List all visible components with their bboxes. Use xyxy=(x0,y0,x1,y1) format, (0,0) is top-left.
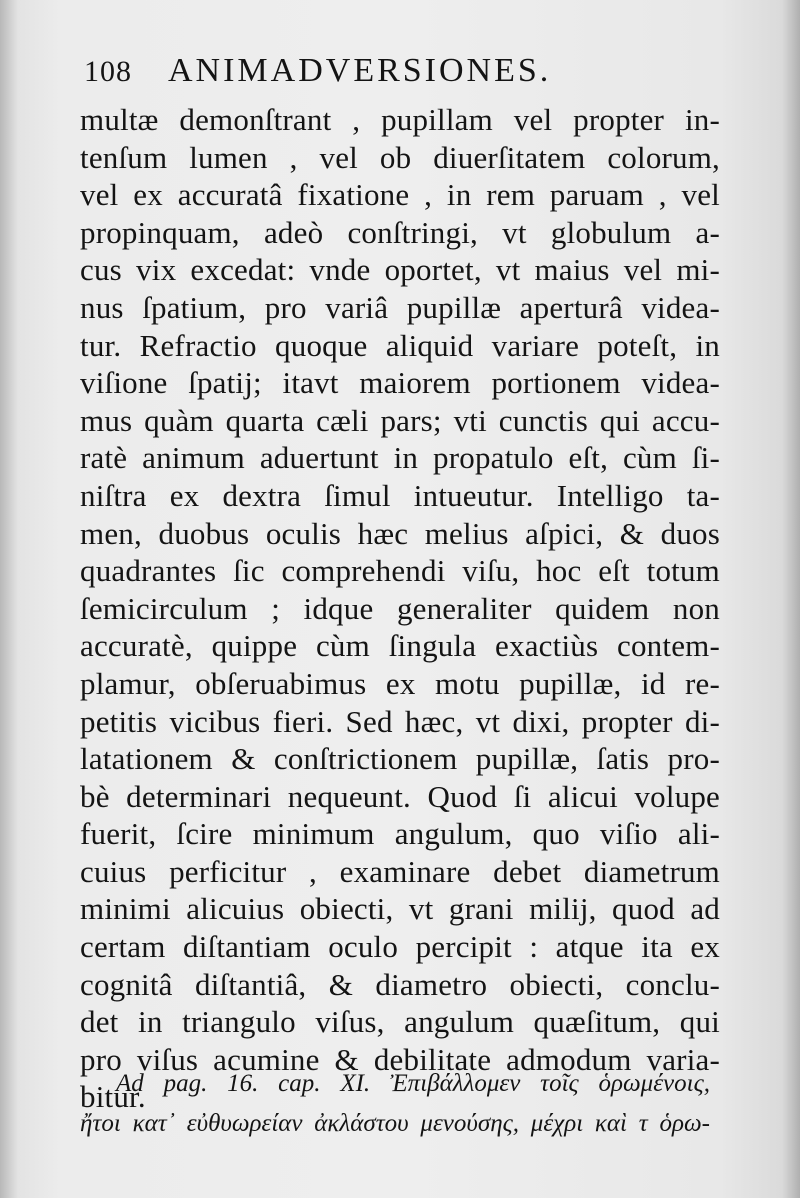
text-line: plamur, obſeruabimus ex motu pupillæ, id re- xyxy=(80,665,720,701)
text-line: minimi alicuius obiecti, vt grani milij, quod ad xyxy=(80,891,720,927)
text-line: vel ex accuratâ fixatione , in rem paruam , vel xyxy=(80,177,720,213)
text-line: tur. Refractio quoque aliquid variare poteſt, in xyxy=(80,327,720,363)
text-line: mus quàm quarta cæli pars; vti cunctis qui accu- xyxy=(80,402,720,438)
text-line-last: bitur. xyxy=(80,1079,146,1115)
text-line: latationem & conſtrictionem pupillæ, ſatis pro- xyxy=(80,741,720,777)
note-line: Ad pag. 16. cap. XI. Ἐπιβάλλομεν τοῖς ὁρωμένοις, xyxy=(116,1070,710,1097)
note-line: ἤτοι κατ᾽ εὐθυωρείαν ἀκλάστου μενούσης, μέχρι καὶ τ ὁρω- xyxy=(80,1110,710,1137)
text-line: accuratè, quippe cùm ſingula exactiùs contem- xyxy=(80,628,720,664)
text-line: cus vix excedat: vnde oportet, vt maius vel mi- xyxy=(80,252,720,288)
text-line: bè determinari nequeunt. Quod ſi alicui volupe xyxy=(80,778,720,814)
text-line: ratè animum aduertunt in propatulo eſt, cùm ſi- xyxy=(80,440,720,476)
body-text xyxy=(80,101,720,1116)
text-line: certam diſtantiam oculo percipit : atque ita ex xyxy=(80,929,720,965)
text-line: quadrantes ſic comprehendi viſu, hoc eſt totum xyxy=(80,553,720,589)
page-header xyxy=(84,52,724,100)
text-line: tenſum lumen , vel ob diuerſitatem colorum, xyxy=(80,139,720,175)
text-line: fuerit, ſcire minimum angulum, quo viſio ali- xyxy=(80,816,720,852)
page-edge-shadow xyxy=(782,0,800,1198)
page-number: 108 xyxy=(84,55,132,88)
text-line: petitis vicibus fieri. Sed hæc, vt dixi, propter di- xyxy=(80,703,720,739)
text-line: ſemicirculum ; idque generaliter quidem non xyxy=(80,590,720,626)
text-line: multæ demonſtrant , pupillam vel propter in- xyxy=(80,102,720,137)
text-line: propinquam, adeò conſtringi, vt globulum a- xyxy=(80,214,720,250)
text-line: nus ſpatium, pro variâ pupillæ aperturâ videa- xyxy=(80,289,720,325)
text-line: cognitâ diſtantiâ, & diametro obiecti, conclu- xyxy=(80,966,720,1002)
text-line: viſione ſpatij; itavt maiorem portionem videa- xyxy=(80,365,720,401)
text-line: niſtra ex dextra ſimul intueutur. Intelligo ta- xyxy=(80,477,720,513)
text-line: det in triangulo viſus, angulum quæſitum, qui xyxy=(80,1004,720,1040)
running-head: ANIMADVERSIONES. xyxy=(168,52,552,89)
text-line: men, duobus oculis hæc melius aſpici, & duos xyxy=(80,515,720,551)
text-line: pro viſus acumine & debilitate admodum varia- xyxy=(80,1041,720,1077)
annotation-note xyxy=(80,1064,710,1144)
text-line: cuius perficitur , examinare debet diametrum xyxy=(80,853,720,889)
